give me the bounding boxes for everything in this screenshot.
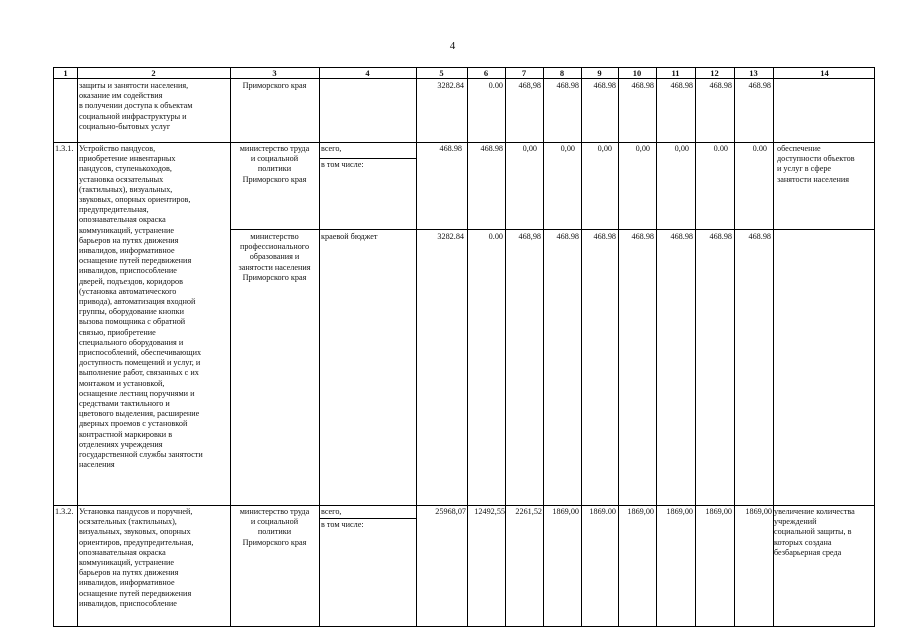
- row-132-val-11: 1869,00: [666, 507, 693, 516]
- row-132-result: увеличение количества учреждений социальной защиты, в которых создана безбарьерная среда: [774, 507, 855, 557]
- col-line: [77, 68, 78, 626]
- cont-val-9: 468.98: [593, 81, 616, 90]
- cont-val-6: 0.00: [488, 81, 503, 90]
- row-131-reg-9: 468.98: [593, 232, 616, 241]
- row-131-total-9: 0,00: [597, 144, 612, 153]
- row-131-description: Устройство пандусов, приобретение инвентарных пандусов, ступенькоходов, установка осязательных (тактильных), визуальных, звуковых, опорных ориентиров, предупредительная, опознавательная окраска коммуникаций, устранение барьеров на путях движения инвалидов, информативное оснащение путей передвижения инвалидов, приспособление дверей, подъездов, коридоров (установка автоматического привода), автоматизация входной группы, оборудование кнопки вызова помощника с обратной связью, приобретение специального оборудования и приспособлений, обеспечивающих доступность помещений и услуг, и выполнение работ, связанных с их монтажом и установкой, оснащение лестниц поручнями и средствами тактильного и цветового выделения, расширение дверных проемов с установкой контрастной маркировки в отделениях учреждения государственной службы занятости населения: [79, 144, 203, 470]
- header-col-13: 13: [749, 68, 758, 78]
- row-132-val-10: 1869,00: [627, 507, 654, 516]
- row-132-id: 1.3.2.: [55, 507, 74, 516]
- row-132-description: Установка пандусов и поручней, осязательных (тактильных), визуальных, звуковых, опорных ориентиров, предупредительная, опознавательная окраска коммуникаций, устранение барьеров на путях движения инвалидов, информативное оснащение путей передвижения инвалидов, приспособление: [79, 507, 194, 608]
- row-131-source-regional: краевой бюджет: [321, 232, 378, 241]
- row-132-val-8: 1869,00: [552, 507, 579, 516]
- row-131-reg-6: 0.00: [488, 232, 503, 241]
- cont-val-13: 468.98: [748, 81, 771, 90]
- row-131-total-11: 0,00: [674, 144, 689, 153]
- row-131-id: 1.3.1.: [55, 144, 74, 153]
- cont-val-10: 468.98: [631, 81, 654, 90]
- row-131-total-5: 468.98: [439, 144, 462, 153]
- row-132-val-9: 1869.00: [589, 507, 616, 516]
- cont-val-5: 3282.84: [437, 81, 464, 90]
- cont-val-7: 468,98: [518, 81, 541, 90]
- row-131-reg-8: 468.98: [556, 232, 579, 241]
- row-line: [54, 78, 874, 79]
- header-col-8: 8: [559, 68, 565, 78]
- header-col-7: 7: [521, 68, 527, 78]
- row-line: [54, 142, 874, 143]
- row-132-val-13: 1869,00: [745, 507, 772, 516]
- row-131-reg-12: 468.98: [709, 232, 732, 241]
- header-col-4: 4: [365, 68, 370, 78]
- row-131-reg-10: 468.98: [631, 232, 654, 241]
- program-table: [53, 67, 875, 627]
- cont-executor: Приморского края: [242, 81, 307, 90]
- row-131-executor-2: министерство профессионального образования и занятости населения Приморского края: [238, 232, 311, 282]
- col-line: [416, 68, 417, 626]
- row-131-reg-5: 3282.84: [437, 232, 464, 241]
- cont-description: защиты и занятости населения, оказание им содействия в получении доступа к объектам социальной инфраструктуры и социально-бытовых услуг: [79, 81, 193, 131]
- row-131-total-6: 468.98: [480, 144, 503, 153]
- row-131-source-incl: в том числе:: [321, 160, 364, 169]
- row-132-val-7: 2261,52: [515, 507, 542, 516]
- header-col-9: 9: [597, 68, 602, 78]
- header-col-11: 11: [671, 68, 680, 78]
- row-131-total-10: 0,00: [635, 144, 650, 153]
- cont-val-12: 468.98: [709, 81, 732, 90]
- row-132-source-total: всего,: [321, 507, 342, 516]
- row-132-val-12: 1869,00: [705, 507, 732, 516]
- row-131-total-7: 0,00: [522, 144, 537, 153]
- row-131-total-8: 0,00: [560, 144, 575, 153]
- row-131-reg-7: 468,98: [518, 232, 541, 241]
- header-col-1: 1: [63, 68, 68, 78]
- row-line: [230, 229, 874, 230]
- row-131-reg-13: 468.98: [748, 232, 771, 241]
- row-132-executor: министерство труда и социальной политики Приморского края: [239, 507, 310, 547]
- row-line: [54, 505, 874, 506]
- row-132-source-incl: в том числе:: [321, 520, 364, 529]
- row-131-total-13: 0.00: [752, 144, 767, 153]
- header-col-5: 5: [439, 68, 444, 78]
- row-131-reg-11: 468.98: [670, 232, 693, 241]
- row-131-total-12: 0.00: [713, 144, 728, 153]
- header-col-3: 3: [272, 68, 277, 78]
- row-132-val-6: 12492,55: [474, 507, 505, 516]
- row-131-executor-1: министерство труда и социальной политики Приморского края: [239, 144, 310, 184]
- cont-val-8: 468.98: [556, 81, 579, 90]
- header-col-12: 12: [710, 68, 719, 78]
- cont-val-11: 468.98: [670, 81, 693, 90]
- row-131-result: обеспечение доступности объектов и услуг в сфере занятости населения: [777, 144, 855, 184]
- row-131-source-total: всего,: [321, 144, 342, 153]
- row-132-val-5: 25968,07: [435, 507, 466, 516]
- col-line: [319, 68, 320, 626]
- header-col-14: 14: [820, 68, 829, 78]
- row-line: [319, 158, 417, 159]
- header-col-2: 2: [151, 68, 156, 78]
- row-line: [319, 518, 417, 519]
- page-number: 4: [449, 40, 456, 52]
- header-col-10: 10: [632, 68, 642, 78]
- header-col-6: 6: [483, 68, 489, 78]
